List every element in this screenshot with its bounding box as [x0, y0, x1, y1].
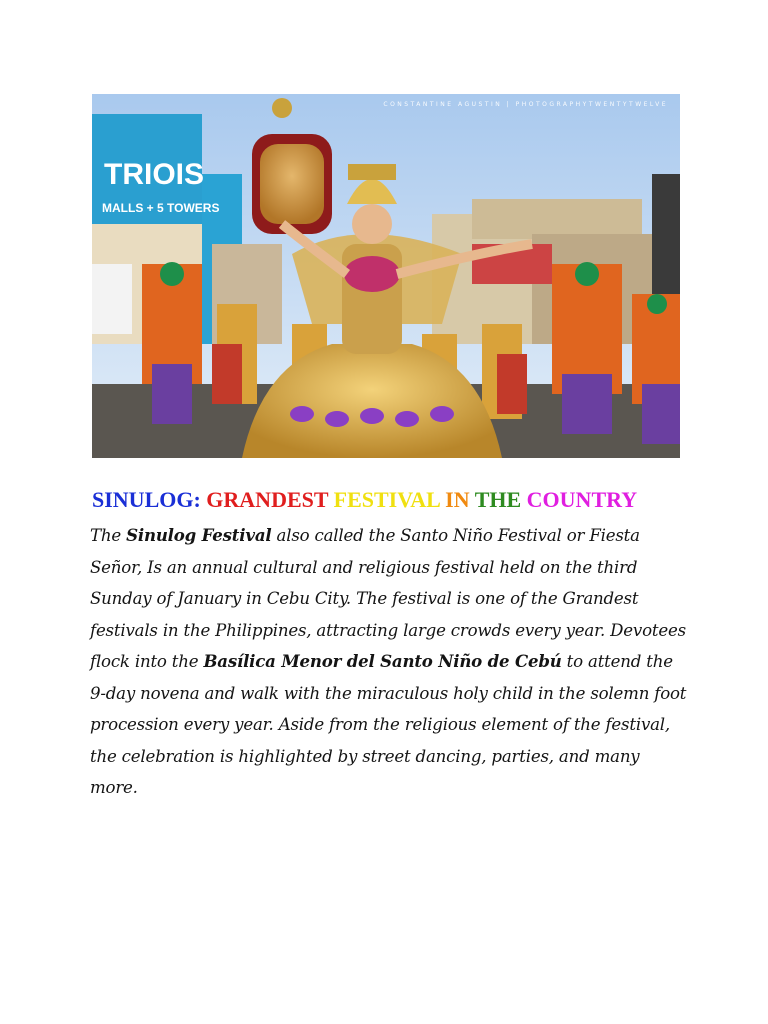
page-heading — [92, 486, 692, 514]
heading-word-festival: FESTIVAL — [333, 487, 446, 512]
heading-word-country: COUNTRY — [526, 487, 638, 512]
festival-photo — [92, 94, 680, 458]
sinulog-festival-term: Sinulog Festival — [126, 525, 272, 545]
paragraph-text-1: The — [90, 526, 127, 545]
mall-sign-sub: MALLS + 5 TOWERS — [102, 201, 220, 215]
heading-word-grandest: GRANDEST — [206, 487, 334, 512]
paragraph-text-2: also called the Santo Niño Festival or Fiesta Señor, Is an annual cultural and religious festival held on the third Sunday of January in Cebu City. The festival is one of the Grandest festivals in the Philippines, attracting large crowds every year. Devotees flock into the — [90, 526, 686, 671]
heading-word-sinulog: SINULOG: — [92, 487, 207, 512]
heading-word-the: THE — [474, 487, 527, 512]
heading-word-in: IN — [445, 487, 475, 512]
photo-watermark: CONSTANTINE AGUSTIN | PHOTOGRAPHYTWENTYTWELVE — [383, 101, 668, 108]
mall-sign: TRIOIS — [104, 158, 205, 191]
basilica-term: Basílica Menor del Santo Niño de Cebú — [203, 651, 562, 671]
festival-scene-illustration — [92, 94, 680, 458]
paragraph-text-3: to attend the 9-day novena and walk with the miraculous holy child in the solemn foot procession every year. Aside from the religious element of the festival, the celebration is highlighted by street dancing, parties, and many more. — [90, 652, 687, 797]
body-paragraph — [90, 520, 690, 804]
